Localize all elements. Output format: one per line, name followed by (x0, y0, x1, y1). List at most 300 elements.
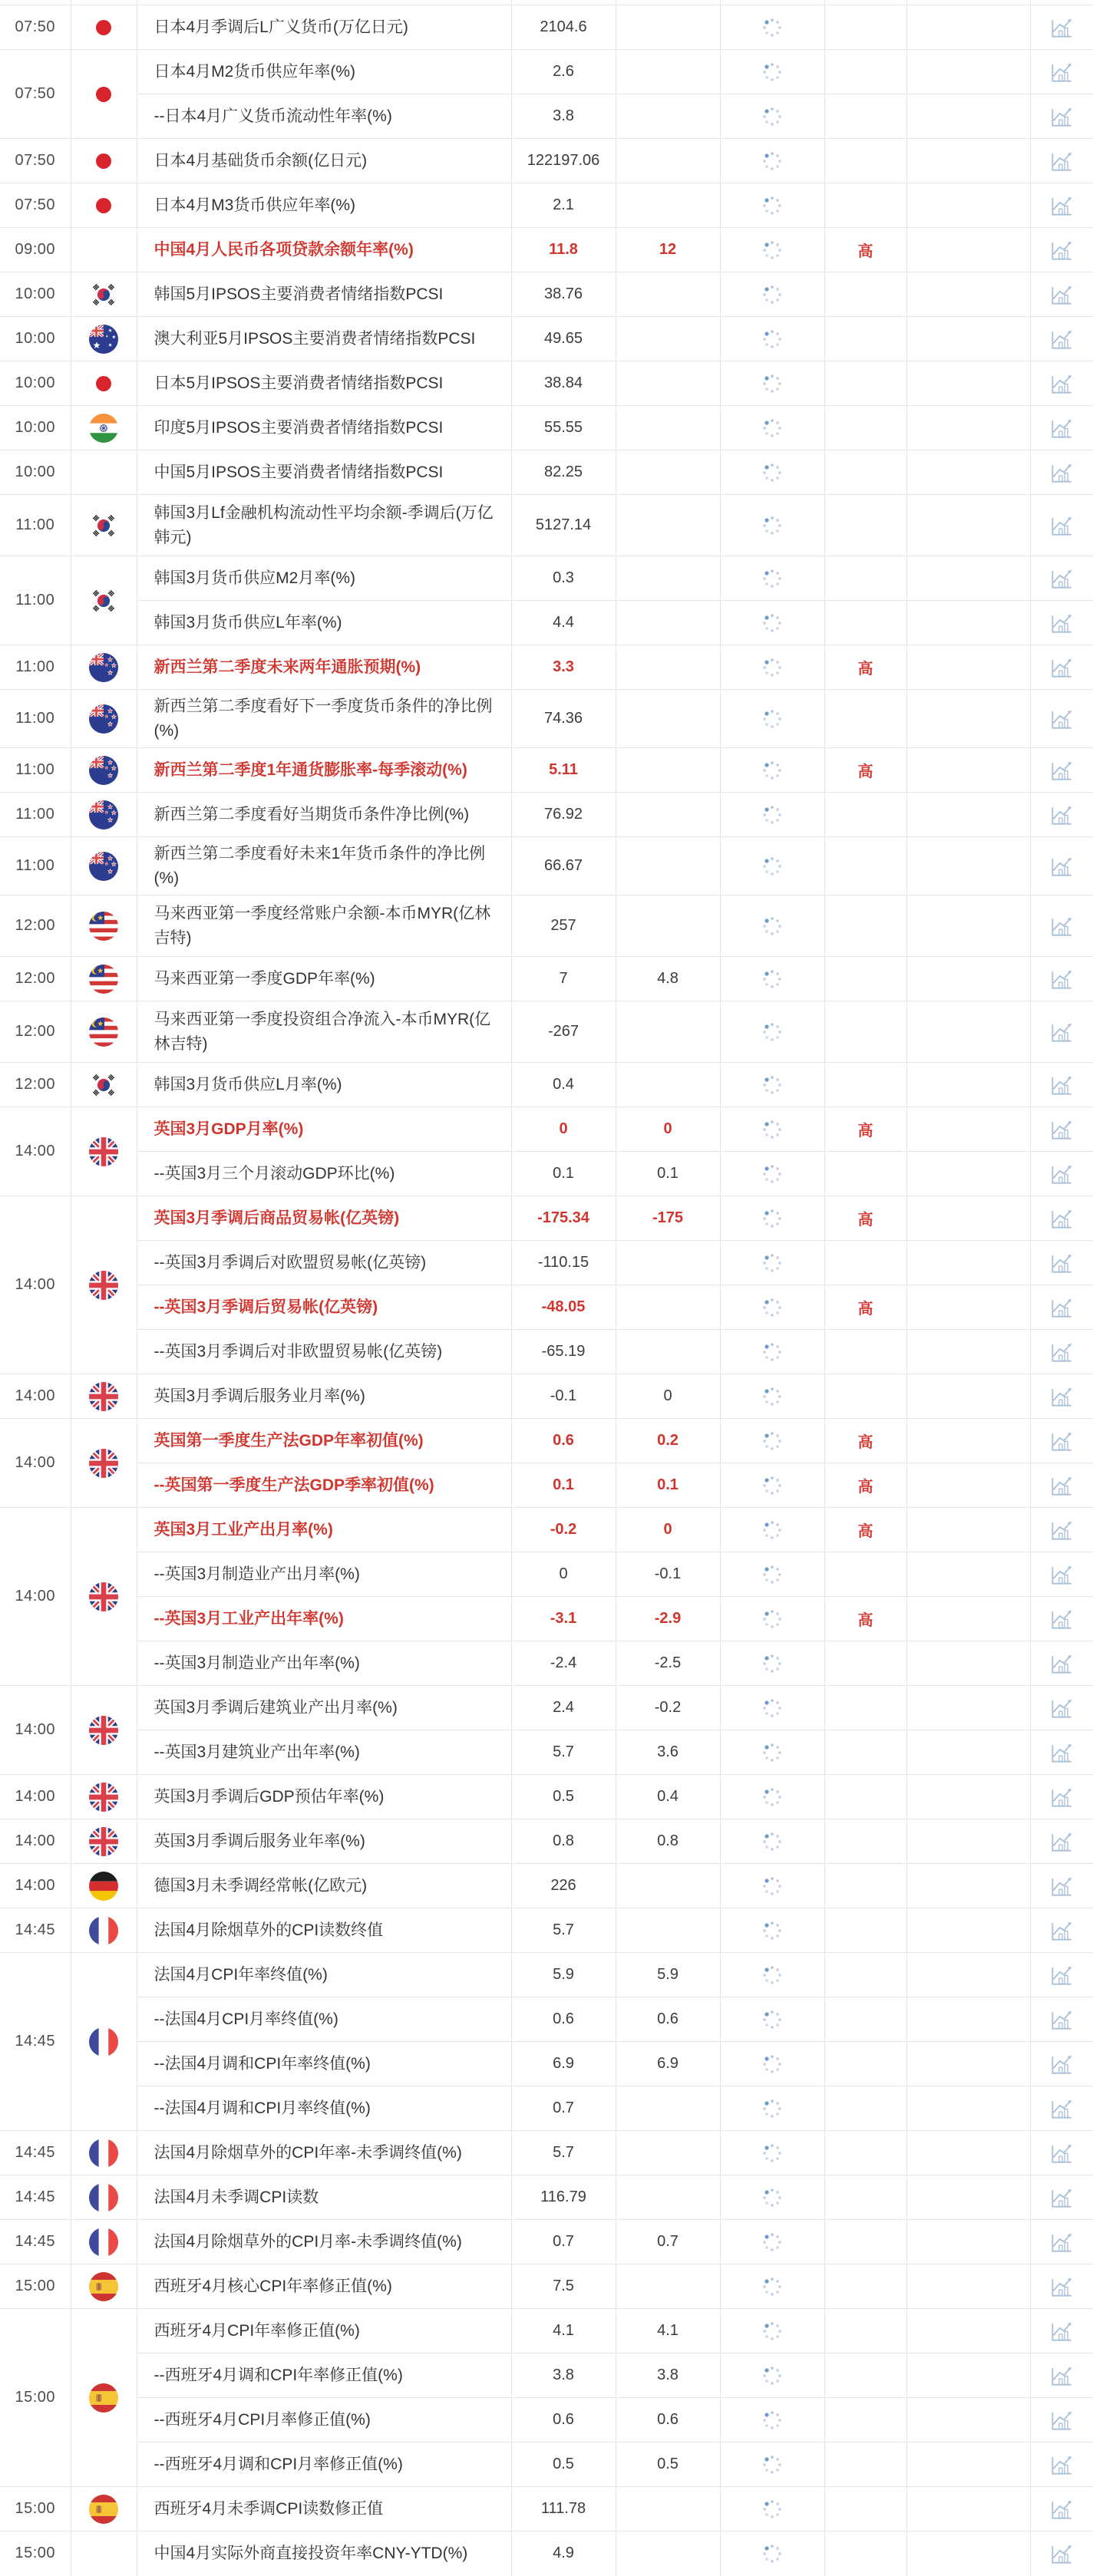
status-cell (720, 1997, 824, 2042)
actual-value: 11.8 (511, 228, 616, 272)
chart-icon[interactable] (1048, 1205, 1075, 1232)
importance-badge (824, 2309, 906, 2353)
time-cell: 07:50 (0, 50, 71, 139)
spacer-cell (906, 645, 1030, 690)
chart-icon[interactable] (1048, 1561, 1075, 1588)
forecast-value (616, 748, 720, 793)
table-row (0, 2042, 1093, 2086)
chart-cell (1030, 1908, 1093, 1953)
table-row (0, 2531, 1093, 2576)
status-cell (720, 1508, 824, 1552)
status-cell (720, 2309, 824, 2353)
chart-cell (1030, 5, 1093, 50)
loading-spinner-icon (758, 1205, 786, 1232)
forecast-value: -2.5 (616, 1641, 720, 1686)
chart-icon[interactable] (1048, 459, 1075, 487)
forecast-value (616, 895, 720, 957)
chart-icon[interactable] (1048, 2406, 1075, 2434)
chart-icon[interactable] (1048, 1116, 1075, 1143)
time-cell: 12:00 (0, 1063, 71, 1107)
table-row (0, 1864, 1093, 1908)
chart-icon[interactable] (1048, 1249, 1075, 1277)
chart-icon[interactable] (1048, 2050, 1075, 2078)
chart-icon[interactable] (1048, 1828, 1075, 1855)
chart-icon[interactable] (1048, 58, 1075, 86)
status-cell (720, 2042, 824, 2086)
chart-icon[interactable] (1048, 103, 1075, 130)
event-label: 中国4月实际外商直接投资年率CNY-YTD(%) (137, 2531, 511, 2576)
importance-badge (824, 1001, 906, 1063)
spacer-cell (906, 1730, 1030, 1775)
spacer-cell (906, 2220, 1030, 2264)
spacer-cell (906, 2398, 1030, 2442)
time-cell: 14:45 (0, 2220, 71, 2264)
importance-badge: 高 (824, 1419, 906, 1463)
spacer-cell (906, 1508, 1030, 1552)
loading-spinner-icon (758, 1739, 786, 1766)
chart-icon[interactable] (1048, 2184, 1075, 2212)
forecast-value: 0.6 (616, 2398, 720, 2442)
chart-icon[interactable] (1048, 2006, 1075, 2033)
table-row (0, 2264, 1093, 2309)
spacer-cell (906, 2264, 1030, 2309)
forecast-value: 0 (616, 1107, 720, 1152)
flag-korea-icon (89, 511, 118, 540)
actual-value: 0.5 (511, 2442, 616, 2487)
spacer-cell (906, 2531, 1030, 2576)
event-label: 新西兰第二季度看好未来1年货币条件的净比例(%) (137, 837, 511, 895)
status-cell (720, 1686, 824, 1730)
flag-cell (71, 957, 137, 1001)
event-label: --日本4月广义货币流动性年率(%) (137, 94, 511, 139)
spacer-cell (906, 2086, 1030, 2131)
table-row (0, 2353, 1093, 2398)
chart-icon[interactable] (1048, 565, 1075, 592)
actual-value: 6.9 (511, 2042, 616, 2086)
table-row (0, 1775, 1093, 1819)
spacer-cell (906, 1107, 1030, 1152)
spacer-cell (906, 2175, 1030, 2220)
loading-spinner-icon (758, 565, 786, 592)
importance-badge (824, 2398, 906, 2442)
importance-badge (824, 1908, 906, 1953)
chart-icon[interactable] (1048, 1294, 1075, 1321)
forecast-value (616, 2175, 720, 2220)
event-label: 西班牙4月核心CPI年率修正值(%) (137, 2264, 511, 2309)
time-cell: 14:00 (0, 1374, 71, 1419)
flag-newzealand-icon (89, 756, 118, 785)
time-cell: 14:00 (0, 1775, 71, 1819)
chart-icon[interactable] (1048, 1605, 1075, 1633)
spacer-cell (906, 895, 1030, 957)
chart-cell (1030, 1063, 1093, 1107)
status-cell (720, 748, 824, 793)
chart-icon[interactable] (1048, 1650, 1075, 1677)
table-row (0, 1997, 1093, 2042)
chart-icon[interactable] (1048, 325, 1075, 353)
time-cell: 11:00 (0, 793, 71, 837)
status-cell (720, 1374, 824, 1419)
flag-france-icon (89, 2139, 118, 2168)
importance-badge (824, 2131, 906, 2175)
spacer-cell (906, 2353, 1030, 2398)
loading-spinner-icon (758, 965, 786, 993)
status-cell (720, 2131, 824, 2175)
forecast-value (616, 94, 720, 139)
importance-badge (824, 1997, 906, 2042)
actual-value: 38.76 (511, 272, 616, 317)
flag-cell (71, 690, 137, 748)
status-cell (720, 1953, 824, 1997)
status-cell (720, 272, 824, 317)
event-label: 日本5月IPSOS主要消费者情绪指数PCSI (137, 361, 511, 406)
forecast-value (616, 1864, 720, 1908)
table-row (0, 748, 1093, 793)
chart-icon[interactable] (1048, 236, 1075, 264)
chart-cell (1030, 450, 1093, 495)
time-cell: 14:00 (0, 1419, 71, 1508)
time-cell: 14:45 (0, 1908, 71, 1953)
flag-cell (71, 5, 137, 50)
status-cell (720, 2353, 824, 2398)
flag-cell (71, 139, 137, 183)
loading-spinner-icon (758, 1561, 786, 1588)
chart-cell (1030, 690, 1093, 748)
actual-value: 4.1 (511, 2309, 616, 2353)
importance-badge (824, 1686, 906, 1730)
importance-badge (824, 1819, 906, 1864)
actual-value: 0.6 (511, 1997, 616, 2042)
event-label: --英国3月季调后对非欧盟贸易帐(亿英镑) (137, 1330, 511, 1374)
table-row (0, 495, 1093, 556)
table-row (0, 1597, 1093, 1641)
status-cell (720, 5, 824, 50)
chart-icon[interactable] (1048, 757, 1075, 784)
forecast-value: 0.8 (616, 1819, 720, 1864)
spacer-cell (906, 361, 1030, 406)
spacer-cell (906, 1330, 1030, 1374)
flag-malaysia-icon (89, 912, 118, 941)
time-cell: 14:00 (0, 1686, 71, 1775)
chart-cell (1030, 1107, 1093, 1152)
forecast-value (616, 5, 720, 50)
importance-badge (824, 1063, 906, 1107)
importance-badge: 高 (824, 1508, 906, 1552)
status-cell (720, 645, 824, 690)
flag-uk-icon (89, 1827, 118, 1856)
loading-spinner-icon (758, 2273, 786, 2301)
flag-malaysia-icon (89, 1018, 118, 1047)
time-cell: 11:00 (0, 495, 71, 556)
spacer-cell (906, 2131, 1030, 2175)
actual-value: 76.92 (511, 793, 616, 837)
time-cell: 14:00 (0, 1196, 71, 1374)
forecast-value (616, 601, 720, 645)
loading-spinner-icon (758, 2095, 786, 2122)
event-label: 英国第一季度生产法GDP年率初值(%) (137, 1419, 511, 1463)
status-cell (720, 139, 824, 183)
loading-spinner-icon (758, 609, 786, 637)
table-row (0, 183, 1093, 228)
chart-icon[interactable] (1048, 192, 1075, 219)
spacer-cell (906, 272, 1030, 317)
loading-spinner-icon (758, 281, 786, 308)
time-cell: 14:00 (0, 1864, 71, 1908)
forecast-value: 0.6 (616, 1997, 720, 2042)
table-row (0, 601, 1093, 645)
forecast-value (616, 450, 720, 495)
flag-newzealand-icon (89, 800, 118, 830)
chart-cell (1030, 94, 1093, 139)
importance-badge (824, 50, 906, 94)
table-row (0, 2398, 1093, 2442)
forecast-value (616, 50, 720, 94)
forecast-value: -175 (616, 1196, 720, 1241)
table-row (0, 1641, 1093, 1686)
actual-value: 4.9 (511, 2531, 616, 2576)
loading-spinner-icon (758, 1383, 786, 1410)
chart-icon[interactable] (1048, 2139, 1075, 2167)
chart-icon[interactable] (1048, 1160, 1075, 1188)
importance-badge (824, 2220, 906, 2264)
forecast-value: 0.4 (616, 1775, 720, 1819)
chart-icon[interactable] (1048, 2228, 1075, 2256)
chart-cell (1030, 2309, 1093, 2353)
flag-cell (71, 556, 137, 645)
actual-value: 3.3 (511, 645, 616, 690)
spacer-cell (906, 1152, 1030, 1196)
table-row (0, 94, 1093, 139)
chart-icon[interactable] (1048, 965, 1075, 993)
actual-value: 0 (511, 1107, 616, 1152)
event-label: 英国3月季调后服务业年率(%) (137, 1819, 511, 1864)
actual-value: 0.7 (511, 2220, 616, 2264)
importance-badge: 高 (824, 1285, 906, 1330)
table-row (0, 1686, 1093, 1730)
spacer-cell (906, 406, 1030, 450)
flag-spain-icon (89, 2272, 118, 2301)
chart-icon[interactable] (1048, 512, 1075, 539)
spacer-cell (906, 1953, 1030, 1997)
importance-badge (824, 139, 906, 183)
flag-japan-icon (89, 13, 118, 42)
chart-icon[interactable] (1048, 1872, 1075, 1900)
table-row (0, 228, 1093, 272)
chart-icon[interactable] (1048, 853, 1075, 880)
chart-icon[interactable] (1048, 2317, 1075, 2345)
status-cell (720, 2175, 824, 2220)
chart-cell (1030, 1686, 1093, 1730)
flag-cell (71, 2487, 137, 2531)
event-label: --英国3月季调后贸易帐(亿英镑) (137, 1285, 511, 1330)
chart-icon[interactable] (1048, 1338, 1075, 1366)
flag-india-icon (89, 414, 118, 443)
importance-badge (824, 1152, 906, 1196)
chart-icon[interactable] (1048, 1516, 1075, 1544)
chart-icon[interactable] (1048, 414, 1075, 442)
chart-icon[interactable] (1048, 2095, 1075, 2122)
chart-icon[interactable] (1048, 912, 1075, 940)
chart-icon[interactable] (1048, 1071, 1075, 1099)
table-row (0, 1419, 1093, 1463)
actual-value: 0.5 (511, 1775, 616, 1819)
forecast-value: 6.9 (616, 2042, 720, 2086)
table-row (0, 1001, 1093, 1063)
importance-badge (824, 2042, 906, 2086)
chart-icon[interactable] (1048, 281, 1075, 308)
flag-spain-icon (89, 2383, 118, 2413)
spacer-cell (906, 2309, 1030, 2353)
chart-icon[interactable] (1048, 654, 1075, 681)
event-label: 新西兰第二季度1年通货膨胀率-每季滚动(%) (137, 748, 511, 793)
loading-spinner-icon (758, 2228, 786, 2256)
chart-icon[interactable] (1048, 1961, 1075, 1989)
flag-cell (71, 895, 137, 957)
event-label: 中国4月人民币各项贷款余额年率(%) (137, 228, 511, 272)
flag-cell (71, 317, 137, 361)
forecast-value (616, 793, 720, 837)
actual-value: -65.19 (511, 1330, 616, 1374)
status-cell (720, 317, 824, 361)
actual-value: 0.7 (511, 2086, 616, 2131)
spacer-cell (906, 1241, 1030, 1285)
event-label: --西班牙4月调和CPI年率修正值(%) (137, 2353, 511, 2398)
importance-badge (824, 1953, 906, 1997)
chart-icon[interactable] (1048, 705, 1075, 733)
flag-cell (71, 495, 137, 556)
table-row (0, 645, 1093, 690)
chart-icon[interactable] (1048, 1383, 1075, 1410)
event-label: 中国5月IPSOS主要消费者情绪指数PCSI (137, 450, 511, 495)
chart-icon[interactable] (1048, 1694, 1075, 1722)
event-label: 英国3月工业产出月率(%) (137, 1508, 511, 1552)
loading-spinner-icon (758, 1783, 786, 1811)
chart-icon[interactable] (1048, 2362, 1075, 2390)
importance-badge (824, 1374, 906, 1419)
flag-cell (71, 406, 137, 450)
forecast-value (616, 1241, 720, 1285)
event-label: 德国3月未季调经常帐(亿欧元) (137, 1864, 511, 1908)
forecast-value (616, 2264, 720, 2309)
importance-badge: 高 (824, 1463, 906, 1508)
chart-icon[interactable] (1048, 147, 1075, 175)
flag-newzealand-icon (89, 852, 118, 881)
table-row (0, 1241, 1093, 1285)
status-cell (720, 1196, 824, 1241)
chart-cell (1030, 1819, 1093, 1864)
importance-badge (824, 2086, 906, 2131)
actual-value: -48.05 (511, 1285, 616, 1330)
chart-icon[interactable] (1048, 14, 1075, 41)
chart-icon[interactable] (1048, 2540, 1075, 2568)
actual-value: 257 (511, 895, 616, 957)
importance-badge (824, 2531, 906, 2576)
spacer-cell (906, 1597, 1030, 1641)
time-cell: 10:00 (0, 272, 71, 317)
chart-icon[interactable] (1048, 1427, 1075, 1455)
forecast-value (616, 837, 720, 895)
flag-japan-icon (89, 80, 118, 109)
chart-icon[interactable] (1048, 2495, 1075, 2523)
chart-cell (1030, 183, 1093, 228)
chart-icon[interactable] (1048, 370, 1075, 397)
chart-icon[interactable] (1048, 801, 1075, 829)
time-cell: 07:50 (0, 5, 71, 50)
chart-cell (1030, 645, 1093, 690)
chart-cell (1030, 2220, 1093, 2264)
loading-spinner-icon (758, 1872, 786, 1900)
event-label: --西班牙4月CPI月率修正值(%) (137, 2398, 511, 2442)
chart-cell (1030, 2042, 1093, 2086)
flag-uk-icon (89, 1271, 118, 1300)
event-label: 英国3月季调后GDP预估年率(%) (137, 1775, 511, 1819)
importance-badge: 高 (824, 1107, 906, 1152)
flag-cell (71, 1775, 137, 1819)
table-row (0, 2131, 1093, 2175)
actual-value: 5.9 (511, 1953, 616, 1997)
time-cell: 12:00 (0, 1001, 71, 1063)
chart-icon[interactable] (1048, 1472, 1075, 1499)
time-cell: 15:00 (0, 2264, 71, 2309)
flag-cell (71, 645, 137, 690)
actual-value: 0.3 (511, 556, 616, 601)
forecast-value (616, 645, 720, 690)
event-label: 英国3月GDP月率(%) (137, 1107, 511, 1152)
event-label: 法国4月除烟草外的CPI读数终值 (137, 1908, 511, 1953)
status-cell (720, 793, 824, 837)
chart-icon[interactable] (1048, 1739, 1075, 1766)
forecast-value: 4.1 (616, 2309, 720, 2353)
spacer-cell (906, 94, 1030, 139)
chart-icon[interactable] (1048, 1917, 1075, 1944)
loading-spinner-icon (758, 1018, 786, 1046)
event-label: 日本4月M3货币供应年率(%) (137, 183, 511, 228)
forecast-value: 12 (616, 228, 720, 272)
actual-value: 0.8 (511, 1819, 616, 1864)
table-row (0, 2220, 1093, 2264)
status-cell (720, 495, 824, 556)
event-label: 西班牙4月CPI年率修正值(%) (137, 2309, 511, 2353)
status-cell (720, 94, 824, 139)
chart-icon[interactable] (1048, 609, 1075, 637)
table-row (0, 2487, 1093, 2531)
importance-badge (824, 1864, 906, 1908)
chart-icon[interactable] (1048, 1783, 1075, 1811)
chart-icon[interactable] (1048, 2451, 1075, 2479)
chart-icon[interactable] (1048, 2273, 1075, 2301)
forecast-value (616, 556, 720, 601)
table-row (0, 1107, 1093, 1152)
flag-cell (71, 1196, 137, 1374)
flag-cell (71, 1686, 137, 1775)
status-cell (720, 1908, 824, 1953)
chart-icon[interactable] (1048, 1018, 1075, 1046)
status-cell (720, 1552, 824, 1597)
time-cell: 10:00 (0, 450, 71, 495)
table-row (0, 2175, 1093, 2220)
flag-cell (71, 50, 137, 139)
loading-spinner-icon (758, 2006, 786, 2033)
forecast-value (616, 406, 720, 450)
event-label: 澳大利亚5月IPSOS主要消费者情绪指数PCSI (137, 317, 511, 361)
actual-value: 2.6 (511, 50, 616, 94)
flag-cell (71, 837, 137, 895)
chart-cell (1030, 1730, 1093, 1775)
status-cell (720, 450, 824, 495)
importance-badge (824, 94, 906, 139)
time-cell: 11:00 (0, 645, 71, 690)
importance-badge (824, 2442, 906, 2487)
